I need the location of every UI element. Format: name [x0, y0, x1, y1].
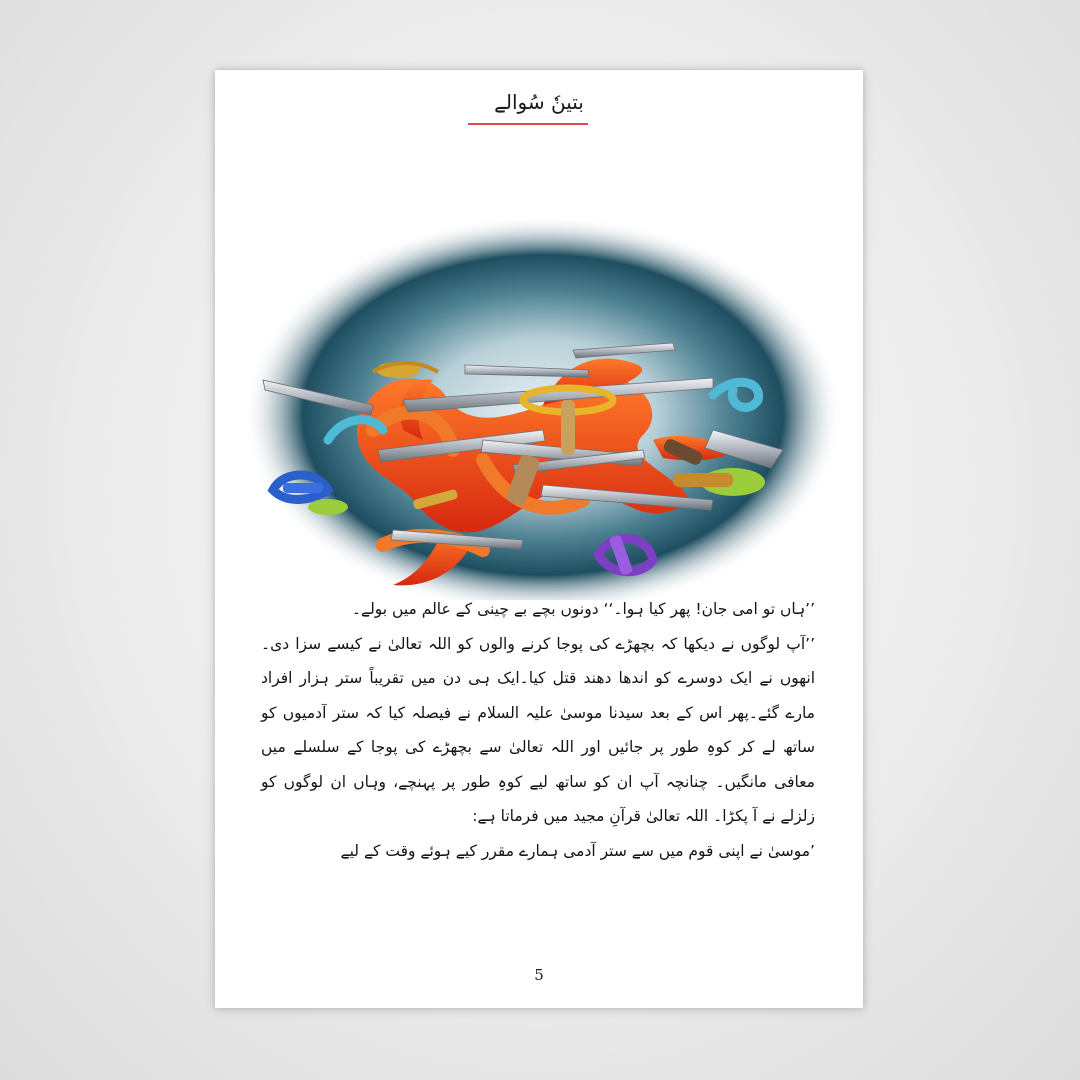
paragraph: ’’آپ لوگوں نے دیکھا کہ بچھڑے کی پوجا کرنے والوں کو اللہ تعالیٰ نے کیسے سزا دی۔انھوں نے ایک دوسرے کو اندھا دھند قتل کیا۔ایک ہی دن میں تقریباً ستر ہزار افراد مارے گئے۔پھر اس کے بعد سیدنا موسیٰ علیہ السلام نے فیصلہ کیا کہ ستر آدمیوں کو ساتھ لے کر کوہِ طور پر جائیں اور اللہ تعالیٰ سے بچھڑے کی پوجا کے سلسلے میں معافی مانگیں۔ چنانچہ آپ ان کو ساتھ لیے کوہِ طور پر پہنچے، وہاں ان لوگوں کو زلزلے نے آ پکڑا۔ اللہ تعالیٰ قرآنِ مجید میں فرماتا ہے: [261, 634, 815, 825]
story-text [261, 592, 815, 868]
title-underline [468, 123, 588, 125]
swords-illustration [243, 200, 843, 600]
paragraph: ’موسیٰ نے اپنی قوم میں سے ستر آدمی ہمارے مقرر کیے ہوئے وقت کے لیے [340, 841, 815, 860]
paragraph: ’’ہاں تو امی جان! پھر کیا ہوا۔‘‘ دونوں بچے بے چینی کے عالم میں بولے۔ [351, 600, 815, 618]
book-page [215, 70, 863, 1008]
chapter-title: بتینٗ سُوالے [494, 90, 584, 114]
page-number: 5 [534, 966, 544, 984]
chapter-header [215, 90, 863, 118]
